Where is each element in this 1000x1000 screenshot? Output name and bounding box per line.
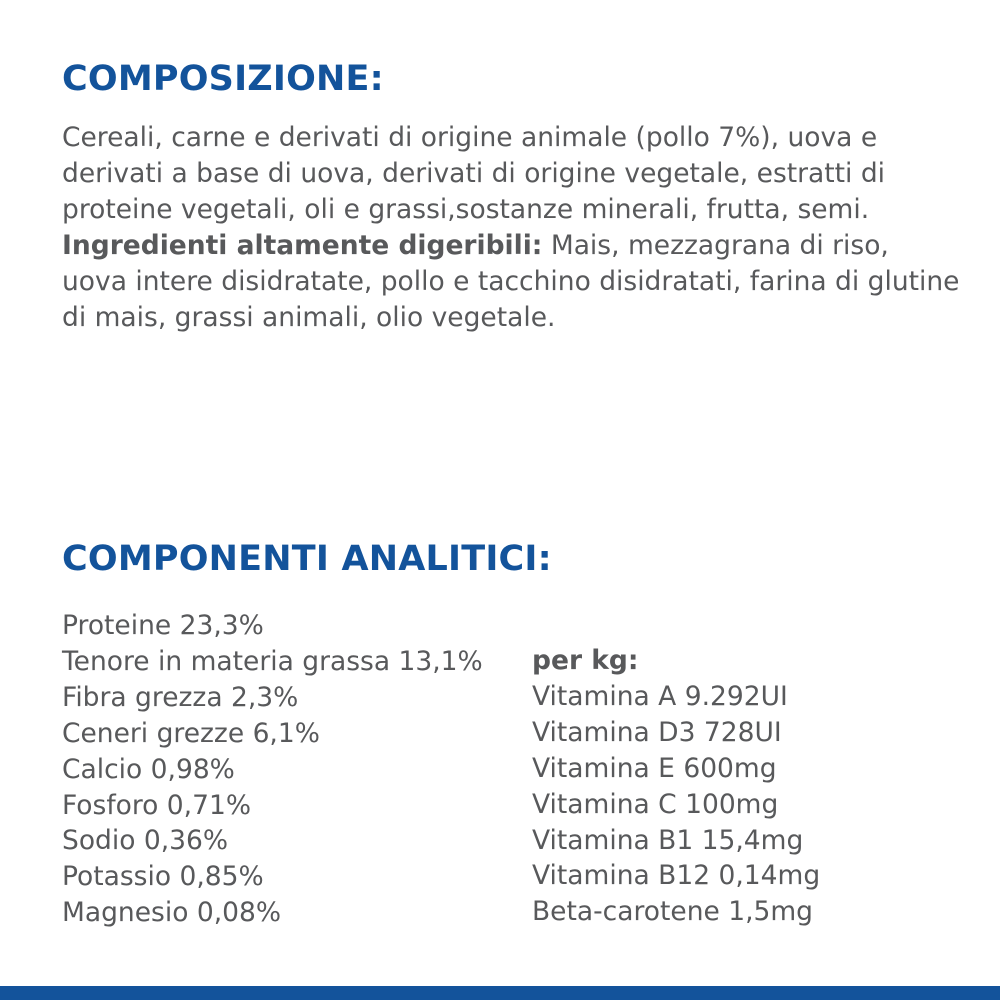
analytical-right-column	[532, 608, 962, 930]
list-item: Fosforo 0,71%	[62, 789, 251, 821]
composition-body	[62, 120, 962, 336]
list-item: Vitamina A 9.292UI	[532, 680, 788, 712]
list-item: Tenore in materia grassa 13,1%	[62, 645, 483, 677]
analytical-left-column	[62, 608, 532, 931]
list-item: Fibra grezza 2,3%	[62, 681, 299, 713]
highly-digestible-paragraph	[62, 228, 962, 336]
list-item: Sodio 0,36%	[62, 825, 229, 857]
composition-paragraph: Cereali, carne e derivati di origine animale (pollo 7%), uova e derivati a base di uova, derivati di origine vegetale, estratti di proteine vegetali, oli e grassi,sostanze minerali, frutta, semi.	[62, 122, 886, 226]
bottom-accent-bar	[0, 986, 1000, 1000]
highly-digestible-label: Ingredienti altamente digeribili:	[62, 230, 543, 262]
list-item: Vitamina C 100mg	[532, 788, 779, 820]
per-kg-label: per kg:	[532, 645, 639, 676]
list-item: Proteine 23,3%	[62, 610, 264, 641]
list-item: Vitamina B12 0,14mg	[532, 860, 821, 892]
list-item: Vitamina E 600mg	[532, 752, 777, 784]
list-item: Magnesio 0,08%	[62, 897, 282, 929]
list-item: Calcio 0,98%	[62, 753, 235, 785]
list-item: Potassio 0,85%	[62, 861, 264, 893]
column-spacer	[532, 608, 962, 643]
list-item: Beta-carotene 1,5mg	[532, 896, 814, 928]
composition-heading: COMPOSIZIONE:	[62, 59, 384, 99]
list-item: Vitamina D3 728UI	[532, 716, 782, 748]
analytical-components-heading: COMPONENTI ANALITICI:	[62, 539, 552, 579]
highly-digestible-text: Mais, mezzagrana di riso, uova intere disidratate, pollo e tacchino disidratati, farina di glutine di mais, grassi animali, olio vegetale.	[62, 230, 960, 334]
list-item: Ceneri grezze 6,1%	[62, 717, 320, 749]
list-item: Vitamina B1 15,4mg	[532, 824, 804, 856]
analytical-columns	[62, 608, 962, 931]
